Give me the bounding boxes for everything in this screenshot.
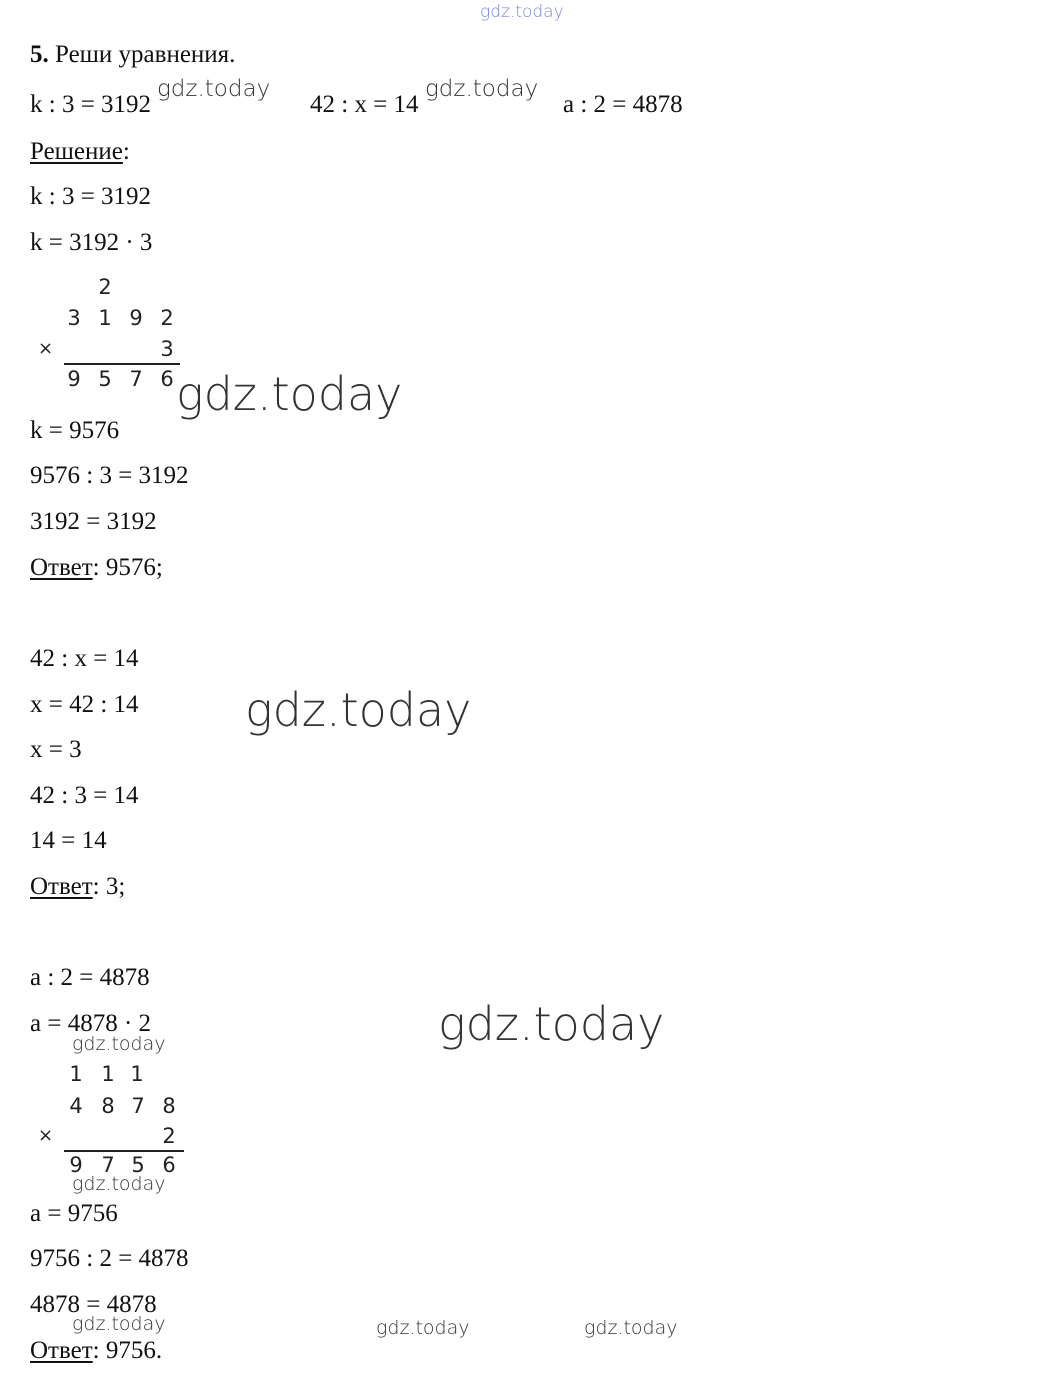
p1-after-2: 9576 : 3 = 3192	[30, 462, 189, 489]
p1-result-digit: 9	[67, 367, 81, 391]
watermark-small-1: gdz.today	[72, 1033, 166, 1055]
p3-after-3: 4878 = 4878	[30, 1291, 157, 1318]
p2-line-4: 42 : 3 = 14	[30, 782, 139, 809]
p3-result-digit: 7	[101, 1153, 115, 1177]
p2-line-1: 42 : x = 14	[30, 645, 139, 672]
watermark-small-4: gdz.today	[376, 1317, 470, 1339]
p1-line-2: k = 3192 · 3	[30, 229, 153, 256]
p1-after-1: k = 9576	[30, 417, 120, 444]
p1-carry: 2	[98, 275, 112, 299]
p1-result-digit: 6	[160, 367, 174, 391]
solution-heading	[30, 137, 130, 167]
p1-multiply-sign: ×	[38, 338, 54, 359]
p2-line-5: 14 = 14	[30, 827, 107, 854]
p1-answer-label: Ответ	[30, 554, 93, 581]
p3-result-digit: 5	[131, 1153, 145, 1177]
p3-after-1: a = 9756	[30, 1200, 118, 1227]
p3-carry: 1	[69, 1062, 83, 1086]
p3-answer-label: Ответ	[30, 1337, 93, 1364]
watermark-large-2: gdz.today	[245, 683, 472, 737]
p3-bottom-digit: 2	[162, 1124, 176, 1148]
watermark-eq1: gdz.today	[157, 76, 271, 102]
p3-answer	[30, 1336, 162, 1366]
p1-line-1: k : 3 = 3192	[30, 183, 152, 210]
equation-2: 42 : x = 14	[310, 91, 419, 118]
watermark-small-5: gdz.today	[584, 1317, 678, 1339]
p3-after-2: 9756 : 2 = 4878	[30, 1245, 189, 1272]
p3-line-2: a = 4878 · 2	[30, 1010, 152, 1037]
watermark-top: gdz.today	[480, 2, 564, 22]
p1-after-3: 3192 = 3192	[30, 508, 157, 535]
p2-answer-value: : 3;	[92, 873, 126, 900]
equation-3: a : 2 = 4878	[563, 91, 683, 118]
p3-top-digit: 7	[131, 1094, 145, 1118]
p3-answer-value: : 9756.	[92, 1337, 163, 1364]
p2-line-3: x = 3	[30, 736, 82, 763]
p1-answer-value: : 9576;	[92, 554, 163, 581]
p1-top-digit: 1	[98, 306, 112, 330]
p1-answer	[30, 553, 163, 583]
p1-top-digit: 9	[129, 306, 143, 330]
task-number: 5.	[30, 41, 49, 68]
p3-top-digit: 8	[101, 1094, 115, 1118]
task-title: Реши уравнения.	[55, 41, 236, 68]
p2-answer-label: Ответ	[30, 873, 93, 900]
p3-carry: 1	[130, 1062, 144, 1086]
p3-result-digit: 9	[69, 1153, 83, 1177]
p1-top-digit: 3	[67, 306, 81, 330]
p1-result-digit: 7	[129, 367, 143, 391]
p3-multiply-sign: ×	[38, 1125, 54, 1146]
solution-colon: :	[122, 138, 130, 165]
watermark-large-3: gdz.today	[438, 997, 665, 1051]
p3-carry: 1	[101, 1062, 115, 1086]
p3-result-bar	[64, 1150, 184, 1152]
watermark-small-3: gdz.today	[72, 1313, 166, 1335]
watermark-eq2: gdz.today	[425, 76, 539, 102]
p3-top-digit: 4	[69, 1094, 83, 1118]
p3-result-digit: 6	[162, 1153, 176, 1177]
solution-label: Решение	[30, 138, 123, 165]
watermark-large-1: gdz.today	[176, 367, 403, 421]
p3-line-1: a : 2 = 4878	[30, 964, 150, 991]
p1-top-digit: 2	[160, 306, 174, 330]
p3-top-digit: 8	[162, 1094, 176, 1118]
p2-line-2: x = 42 : 14	[30, 691, 139, 718]
task-header	[30, 40, 235, 70]
p1-bottom-digit: 3	[160, 337, 174, 361]
equation-1: k : 3 = 3192	[30, 91, 152, 118]
p1-result-bar	[64, 363, 180, 365]
p2-answer	[30, 872, 125, 902]
p1-result-digit: 5	[98, 367, 112, 391]
watermark-small-2: gdz.today	[72, 1173, 166, 1195]
